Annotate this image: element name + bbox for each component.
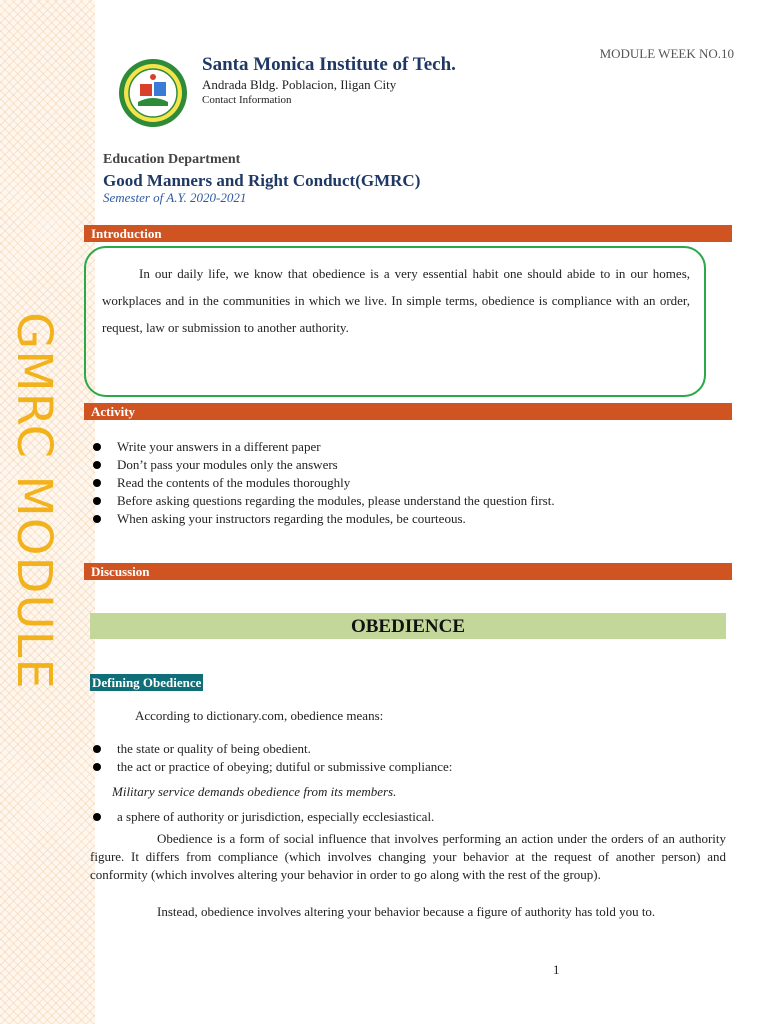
list-item: Don’t pass your modules only the answers xyxy=(90,456,726,474)
school-seal-logo xyxy=(118,58,188,128)
contact-information: Contact Information xyxy=(202,94,292,106)
obedience-paragraph-2: Instead, obedience involves altering your behavior because a figure of authority has told you to. xyxy=(157,904,656,919)
list-item: Write your answers in a different paper xyxy=(90,438,726,456)
activity-header: Activity xyxy=(84,403,732,420)
school-address: Andrada Bldg. Poblacion, Iligan City xyxy=(202,77,397,92)
definition-list-2 xyxy=(90,808,726,826)
list-item: a sphere of authority or jurisdiction, especially ecclesiastical. xyxy=(90,808,726,826)
obedience-paragraph-1: Obedience is a form of social influence that involves performing an action under the orders of an authority figure. It differs from compliance (which involves changing your behavior at the request of another person) and conformity (which involves altering your behavior in order to go along with the rest of the group). xyxy=(90,831,726,882)
list-item: Before asking questions regarding the modules, please understand the question first. xyxy=(90,492,726,510)
module-week-label: MODULE WEEK NO.10 xyxy=(599,46,734,61)
introduction-header: Introduction xyxy=(84,225,732,242)
course-title: Good Manners and Right Conduct(GMRC) xyxy=(103,171,421,190)
vertical-module-title: GMRC MODULE xyxy=(6,312,62,690)
semester-label: Semester of A.Y. 2020-2021 xyxy=(103,190,247,205)
defining-obedience-heading: Defining Obedience xyxy=(92,675,202,690)
definition-list xyxy=(90,740,726,776)
introduction-box xyxy=(84,246,706,397)
list-item: Read the contents of the modules thoroughly xyxy=(90,474,726,492)
page-number: 1 xyxy=(553,962,560,977)
department-label: Education Department xyxy=(103,152,241,167)
topic-title: OBEDIENCE xyxy=(90,613,726,639)
list-item: the state or quality of being obedient. xyxy=(90,740,726,758)
list-item: the act or practice of obeying; dutiful or submissive compliance: xyxy=(90,758,726,776)
activity-list xyxy=(90,438,726,528)
discussion-header: Discussion xyxy=(84,563,732,580)
introduction-text: In our daily life, we know that obedience is a very essential habit one should abide to in our homes, workplaces and in the communities in which we live. In simple terms, obedience is compliance with an order, request, law or submission to another authority. xyxy=(102,266,690,335)
example-sentence: Military service demands obedience from its members. xyxy=(112,784,397,799)
dictionary-intro: According to dictionary.com, obedience means: xyxy=(135,708,384,723)
school-name: Santa Monica Institute of Tech. xyxy=(202,54,456,75)
list-item: When asking your instructors regarding the modules, be courteous. xyxy=(90,510,726,528)
